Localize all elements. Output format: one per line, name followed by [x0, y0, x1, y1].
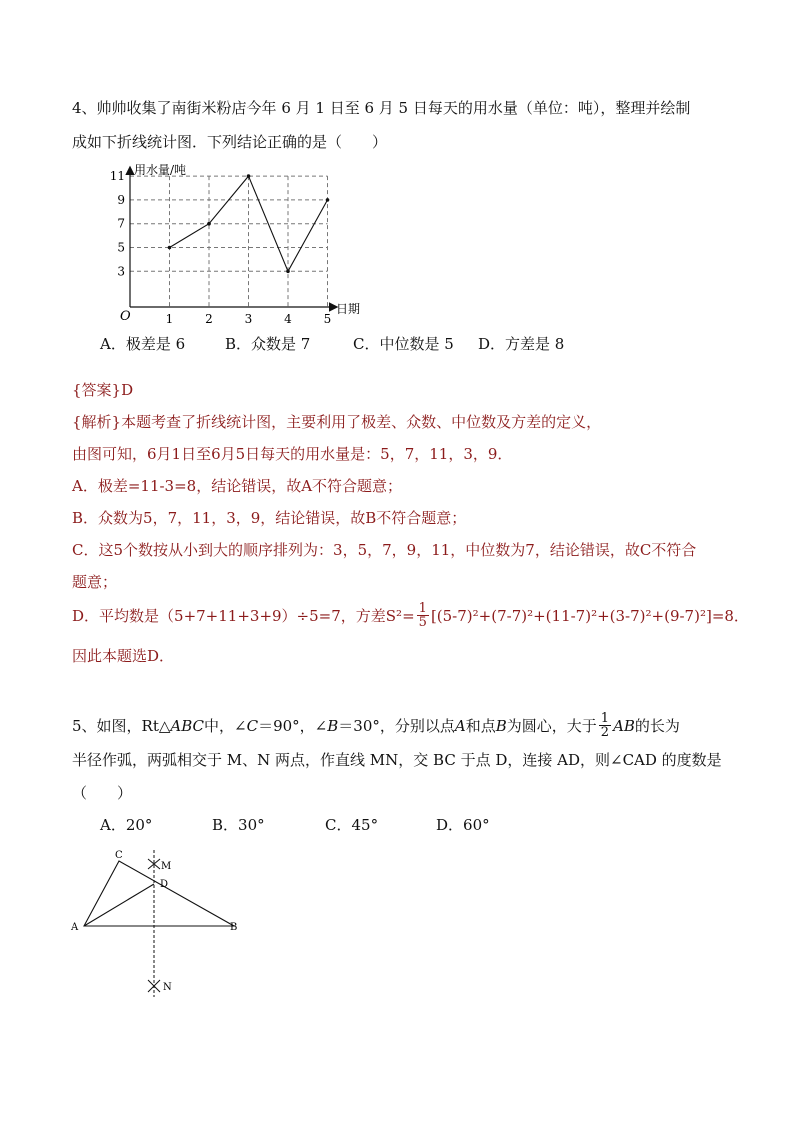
y-tick-label: 11	[109, 169, 125, 184]
q5-option-c: C．45°	[325, 816, 379, 834]
q5-angle-b: B	[327, 716, 339, 735]
q4-analysis-line1: {解析}本题考查了折线统计图，主要利用了极差、众数、中位数及方差的定义，	[72, 413, 602, 431]
q4-d-post: [(5-7)²+(7-7)²+(11-7)²+(3-7)²+(9-7)²]=8．	[430, 606, 749, 625]
q4-analysis-line2: 由图可知，6月1日至6月5日每天的用水量是：5，7，11，3，9．	[72, 445, 513, 463]
q5-frac-num: 1	[600, 711, 610, 726]
q4-analysis-d-line	[72, 602, 749, 629]
q5-geometry-figure	[66, 845, 256, 1005]
q5-triangle-abc: ABC	[170, 716, 205, 735]
q4-option-b: B．众数是 7	[225, 335, 311, 353]
y-tick-label: 9	[117, 192, 125, 207]
q4-stem-line2: 成如下折线统计图．下列结论正确的是（ ）	[72, 133, 388, 151]
q5-stem-line2: 半径作弧，两弧相交于 M、N 两点，作直线 MN，交 BC 于点 D，连接 AD，则∠CAD 的度数是	[72, 751, 722, 769]
q4-conclusion: 因此本题选D．	[72, 647, 175, 665]
q5-stem-line1	[72, 712, 680, 739]
label-m: M	[161, 861, 172, 872]
label-c: C	[115, 850, 123, 861]
label-a: A	[71, 922, 79, 933]
q4-frac-den: 5	[418, 615, 427, 630]
data-point	[326, 198, 330, 202]
q5-option-b: B．30°	[212, 816, 265, 834]
q5-frac-den: 2	[600, 725, 610, 740]
q5-option-d: D．60°	[436, 816, 490, 834]
q4-analysis-line3: A．极差=11-3=8，结论错误，故A不符合题意；	[72, 477, 403, 495]
q5-mid5: 为圆心，大于	[506, 716, 597, 735]
segment-ad	[84, 884, 154, 926]
x-tick-label: 2	[205, 312, 213, 326]
q4-analysis-line6: 题意；	[72, 573, 118, 591]
y-tick-label: 3	[117, 264, 125, 279]
q5-pre: 5、如图，Rt△	[72, 716, 171, 735]
label-b: B	[230, 922, 238, 933]
data-point	[247, 174, 251, 178]
q4-option-c: C．中位数是 5	[353, 335, 454, 353]
data-point	[286, 270, 290, 274]
chart-x-axis-label: 日期	[336, 302, 360, 316]
q4-option-d: D．方差是 8	[478, 335, 565, 353]
q5-point-a: A	[454, 716, 466, 735]
data-point	[168, 246, 172, 250]
q4-stem-line1: 4、帅帅收集了南街米粉店今年 6 月 1 日至 6 月 5 日每天的用水量（单位：吨），整理并绘制	[72, 99, 691, 117]
chart-grid	[130, 176, 328, 307]
label-d: D	[160, 879, 169, 890]
q4-variance-fraction	[417, 602, 429, 629]
q5-mid3: ＝30°，分别以点	[338, 716, 455, 735]
q5-half-fraction	[599, 712, 611, 739]
q4-d-pre: D．平均数是（5+7+11+3+9）÷5=7，方差S²=	[72, 606, 415, 625]
q5-mid2: ＝90°，∠	[258, 716, 328, 735]
q4-line-chart	[100, 160, 360, 330]
q4-answer: {答案}D	[72, 381, 134, 399]
x-tick-label: 3	[244, 312, 253, 326]
q4-frac-num: 1	[418, 601, 427, 616]
y-tick-label: 7	[117, 216, 125, 231]
data-point	[207, 222, 211, 226]
chart-origin-label: O	[120, 309, 131, 324]
q4-option-a: A．极差是 6	[100, 335, 186, 353]
q5-end1: 的长为	[634, 716, 680, 735]
label-n: N	[163, 982, 172, 993]
q5-stem-line3: （ ）	[72, 784, 133, 802]
q4-analysis-line4: B．众数为5，7，11，3，9，结论错误，故B不符合题意；	[72, 509, 467, 527]
q5-mid1: 中，∠	[204, 716, 247, 735]
q5-segment-ab: AB	[613, 716, 635, 735]
x-tick-label: 5	[323, 312, 332, 326]
x-tick-label: 1	[165, 312, 174, 326]
x-tick-label: 4	[284, 312, 292, 326]
y-tick-label: 5	[117, 240, 125, 255]
q5-mid4: 和点	[465, 716, 496, 735]
q4-analysis-line5: C．这5个数按从小到大的顺序排列为：3，5，7，9，11，中位数为7，结论错误，故C不符合	[72, 541, 697, 559]
q5-point-b: B	[495, 716, 507, 735]
q5-angle-c: C	[246, 716, 259, 735]
triangle-abc	[84, 861, 234, 926]
chart-y-axis-label: 用水量/吨	[134, 163, 187, 177]
q5-option-a: A．20°	[100, 816, 153, 834]
